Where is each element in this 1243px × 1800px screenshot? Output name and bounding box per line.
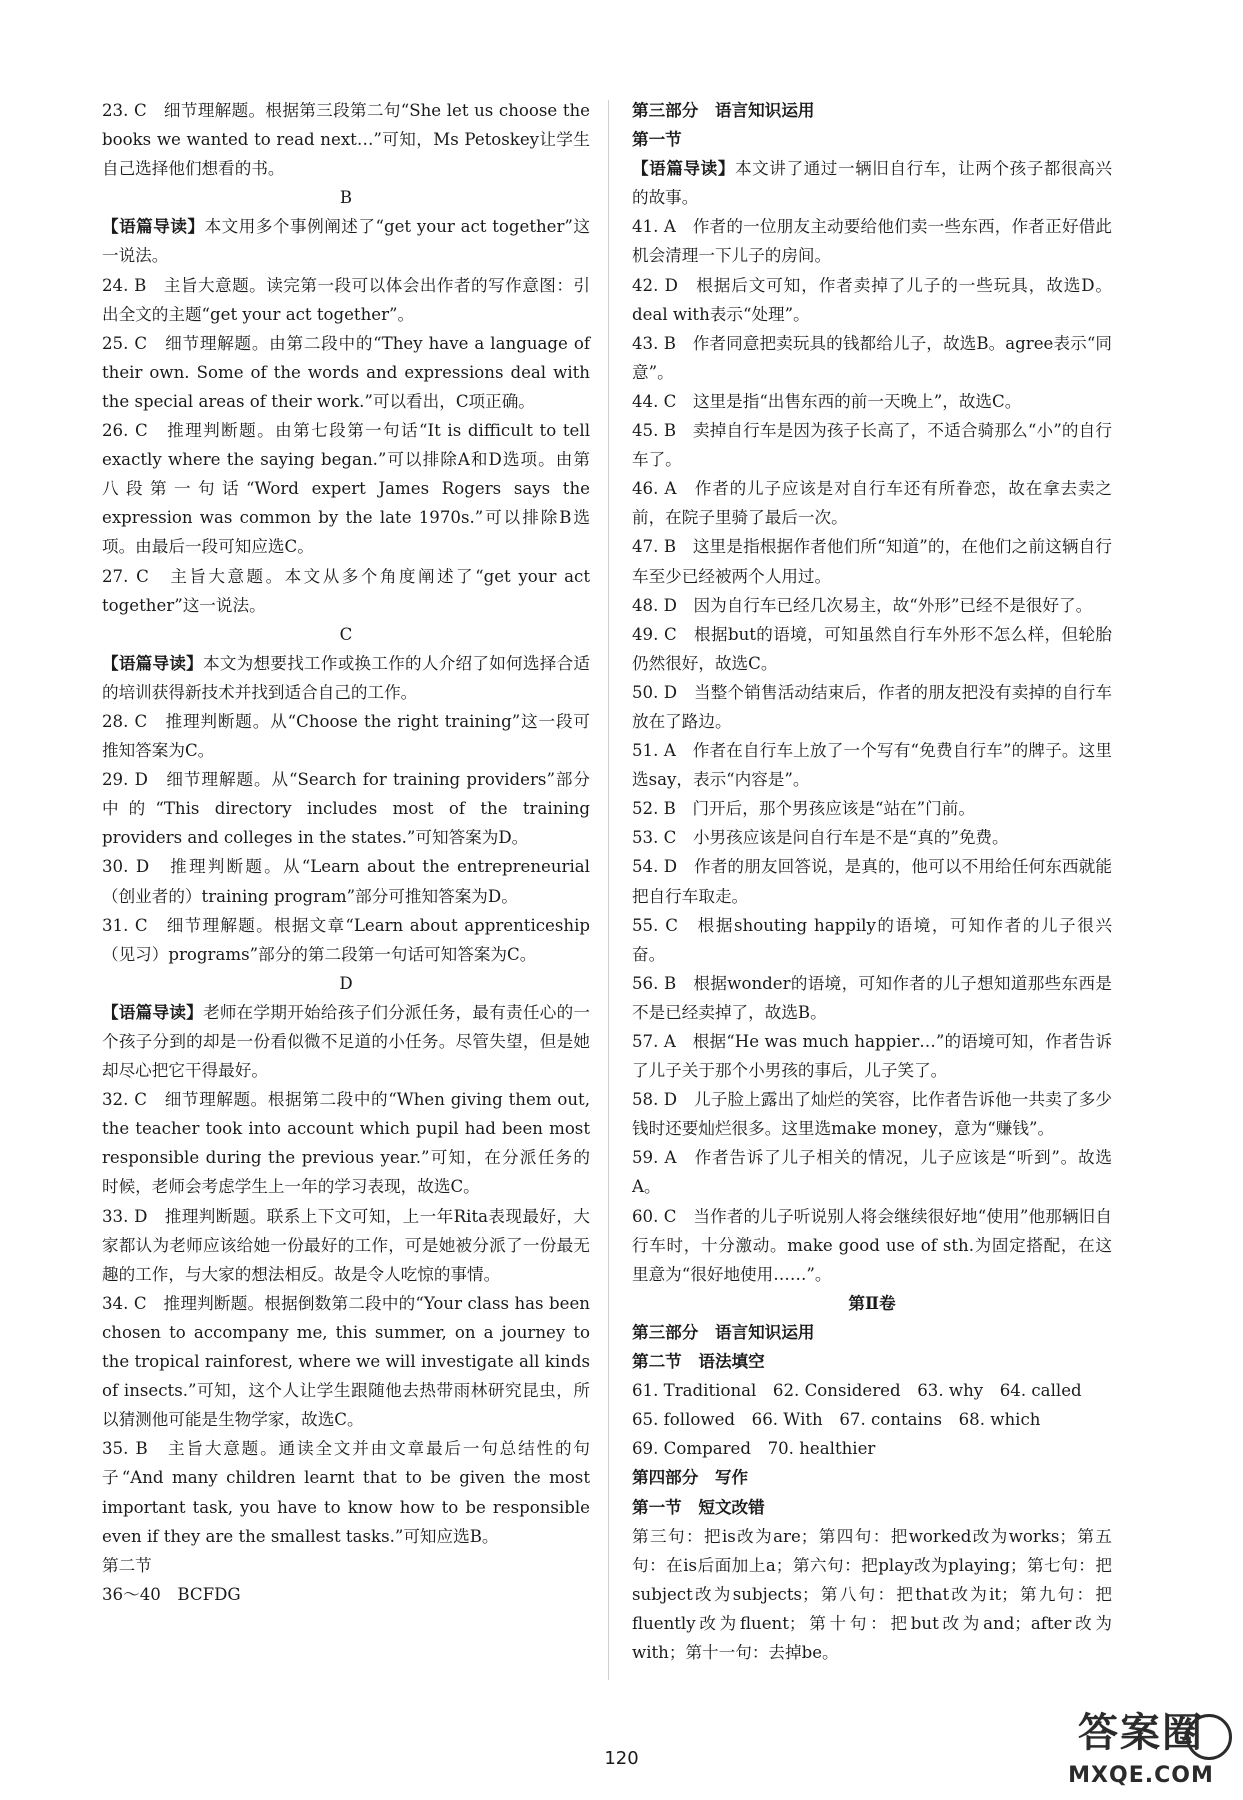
- answer-explanation: 48. D 因为自行车已经几次易主，故“外形”已经不是很好了。: [632, 595, 1093, 615]
- part-heading: 第三部分 语言知识运用: [632, 100, 815, 120]
- answer-explanation: 43. B 作者同意把卖玩具的钱都给儿子，故选B。agree表示“同意”。: [632, 333, 1112, 382]
- answer-explanation: 53. C 小男孩应该是问自行车是不是“真的”免费。: [632, 828, 1009, 848]
- passage-guide: [632, 154, 1112, 212]
- answer-line: 69. Compared 70. healthier: [632, 1439, 876, 1459]
- page-number: 120: [604, 1748, 639, 1769]
- section-letter-heading: C: [339, 624, 353, 644]
- part-heading: 第一节: [632, 129, 682, 150]
- answer-line: 36～40 BCFDG: [102, 1584, 241, 1604]
- answer-explanation: 24. B 主旨大意题。读完第一段可以体会出作者的写作意图：引出全文的主题“get your act together”。: [102, 275, 590, 324]
- guide-tag: 【语篇导读】: [632, 158, 735, 179]
- answer-explanation: 44. C 这里是指“出售东西的前一天晚上”，故选C。: [632, 391, 1022, 411]
- answer-explanation: 50. D 当整个销售活动结束后，作者的朋友把没有卖掉的自行车放在了路边。: [632, 682, 1112, 731]
- guide-tag: 【语篇导读】: [102, 652, 204, 673]
- answer-explanation: 42. D 根据后文可知，作者卖掉了儿子的一些玩具，故选D。deal with表示“处理”。: [632, 275, 1112, 324]
- answer-explanation: 34. C 推理判断题。根据倒数第二段中的“Your class has been chosen to accompany me, this summer, on a journey to the tropical rainforest, where we will investigate all kinds of insects.”可知，这个人让学生跟随他去热带雨林研究昆虫，所以猜测他可能是生物学家，故选C。: [102, 1293, 590, 1430]
- passage-guide: [102, 649, 590, 707]
- guide-text: 老师在学期开始给孩子们分派任务，最有责任心的一个孩子分到的却是一份看似微不足道的小任务。尽管失望，但是她却尽心把它干得最好。: [102, 1002, 590, 1081]
- answer-explanation: 28. C 推理判断题。从“Choose the right training”这一段可推知答案为C。: [102, 711, 590, 761]
- left-column: [102, 96, 590, 1609]
- answer-explanation: 54. D 作者的朋友回答说，是真的，他可以不用给任何东西就能把自行车取走。: [632, 857, 1112, 906]
- guide-text: 本文为想要找工作或换工作的人介绍了如何选择合适的培训获得新技术并找到适合自己的工作。: [102, 653, 590, 702]
- answer-explanation: 23. C 细节理解题。根据第三段第二句“She let us choose the books we wanted to read next…”可知，Ms Petoskey让学生自己选择他们想看的书。: [102, 101, 590, 179]
- answer-explanation: 第三句：把is改为are；第四句：把worked改为works；第五句：在is后面加上a；第六句：把play改为playing；第七句：把subject改为subjects；第八句：把that改为it；第九句：把fluently改为fluent；第十句：把but改为and；after改为with；第十一句：去掉be。: [632, 1526, 1112, 1662]
- section-letter-heading: D: [339, 973, 353, 993]
- answer-explanation: 33. D 推理判断题。联系上下文可知，上一年Rita表现最好，大家都认为老师应该给她一份最好的工作，可是她被分派了一份最无趣的工作，与大家的想法相反。故是令人吃惊的事情。: [102, 1206, 590, 1284]
- answer-explanation: 46. A 作者的儿子应该是对自行车还有所眷恋，故在拿去卖之前，在院子里骑了最后一次。: [632, 479, 1112, 528]
- watermark-url: MXQE.COM: [1068, 1763, 1214, 1788]
- watermark-logo: [1052, 1706, 1230, 1792]
- answer-explanation: 60. C 当作者的儿子听说别人将会继续很好地“使用”他那辆旧自行车时，十分激动。make good use of sth.为固定搭配，在这里意为“很好地使用……”。: [632, 1206, 1112, 1284]
- answer-explanation: 51. A 作者在自行车上放了一个写有“免费自行车”的牌子。这里选say，表示“内容是”。: [632, 741, 1112, 790]
- part-heading: 第一节 短文改错: [632, 1496, 765, 1517]
- answer-line: 第二节: [102, 1555, 152, 1575]
- column-divider: [608, 100, 609, 1680]
- answer-explanation: 55. C 根据shouting happily的语境，可知作者的儿子很兴奋。: [632, 915, 1112, 964]
- answer-explanation: 58. D 儿子脸上露出了灿烂的笑容，比作者告诉他一共卖了多少钱时还要灿烂很多。这里选make money，意为“赚钱”。: [632, 1090, 1112, 1139]
- right-column: [632, 96, 1112, 1667]
- answer-explanation: 32. C 细节理解题。根据第二段中的“When giving them out, the teacher took into account which pupil had been most responsible during the previous year.”可知，在分派任务的时候，老师会考虑学生上一年的学习表现，故选C。: [102, 1090, 590, 1197]
- watermark-title: 答案圈: [1078, 1710, 1204, 1756]
- answer-explanation: 45. B 卖掉自行车是因为孩子长高了，不适合骑那么“小”的自行车了。: [632, 421, 1112, 470]
- guide-tag: 【语篇导读】: [102, 1001, 204, 1022]
- section-letter-heading: B: [339, 188, 353, 208]
- passage-guide: [102, 998, 590, 1085]
- answer-explanation: 31. C 细节理解题。根据文章“Learn about apprenticeship（见习）programs”部分的第二段第一句话可知答案为C。: [102, 915, 590, 964]
- answer-line: 61. Traditional 62. Considered 63. why 64. called: [632, 1381, 1082, 1401]
- answer-explanation: 25. C 细节理解题。由第二段中的“They have a language of their own. Some of the words and expressions deal with the special areas of their work.”可以看出，C项正确。: [102, 333, 590, 411]
- part-heading: 第三部分 语言知识运用: [632, 1321, 815, 1342]
- guide-text: 本文讲了通过一辆旧自行车，让两个孩子都很高兴的故事。: [632, 159, 1113, 208]
- answer-explanation: 35. B 主旨大意题。通读全文并由文章最后一句总结性的句子“And many children learnt that to be given the most important task, you have to know how to be responsible even if they are the smallest tasks.”可知应选B。: [102, 1439, 590, 1546]
- answer-explanation: 59. A 作者告诉了儿子相关的情况，儿子应该是“听到”。故选A。: [632, 1148, 1112, 1197]
- answer-explanation: 49. C 根据but的语境，可知虽然自行车外形不怎么样，但轮胎仍然很好，故选C。: [632, 624, 1112, 673]
- answer-explanation: 57. A 根据“He was much happier…”的语境可知，作者告诉了儿子关于那个小男孩的事后，儿子笑了。: [632, 1032, 1112, 1081]
- answer-line: 65. followed 66. With 67. contains 68. which: [632, 1410, 1041, 1430]
- passage-guide: [102, 212, 590, 270]
- part-heading: 第二节 语法填空: [632, 1351, 765, 1372]
- answer-explanation: 27. C 主旨大意题。本文从多个角度阐述了“get your act together”这一说法。: [102, 566, 590, 615]
- answer-explanation: 47. B 这里是指根据作者他们所“知道”的，在他们之前这辆自行车至少已经被两个人用过。: [632, 537, 1112, 586]
- guide-tag: 【语篇导读】: [102, 216, 205, 237]
- part-heading: 第四部分 写作: [632, 1467, 749, 1488]
- watermark-badge-icon: [1186, 1714, 1232, 1760]
- answer-explanation: 56. B 根据wonder的语境，可知作者的儿子想知道那些东西是不是已经卖掉了，故选B。: [632, 973, 1112, 1022]
- volume-heading: 第Ⅱ卷: [848, 1292, 896, 1313]
- answer-explanation: 29. D 细节理解题。从“Search for training providers”部分中的“This directory includes most of the training providers and colleges in the states.”可知答案为D。: [102, 770, 590, 848]
- answer-explanation: 52. B 门开后，那个男孩应该是“站在”门前。: [632, 799, 975, 819]
- guide-text: 本文用多个事例阐述了“get your act together”这一说法。: [102, 217, 591, 266]
- answer-explanation: 26. C 推理判断题。由第七段第一句话“It is difficult to tell exactly where the saying began.”可以排除A和D选项。由第八段第一句话“Word expert James Rogers says the expression was common by the late 1970s.”可以排除B选项。由最后一段可知应选C。: [102, 421, 590, 557]
- answer-explanation: 41. A 作者的一位朋友主动要给他们卖一些东西，作者正好借此机会清理一下儿子的房间。: [632, 217, 1112, 266]
- answer-explanation: 30. D 推理判断题。从“Learn about the entrepreneurial（创业者的）training program”部分可推知答案为D。: [102, 857, 590, 906]
